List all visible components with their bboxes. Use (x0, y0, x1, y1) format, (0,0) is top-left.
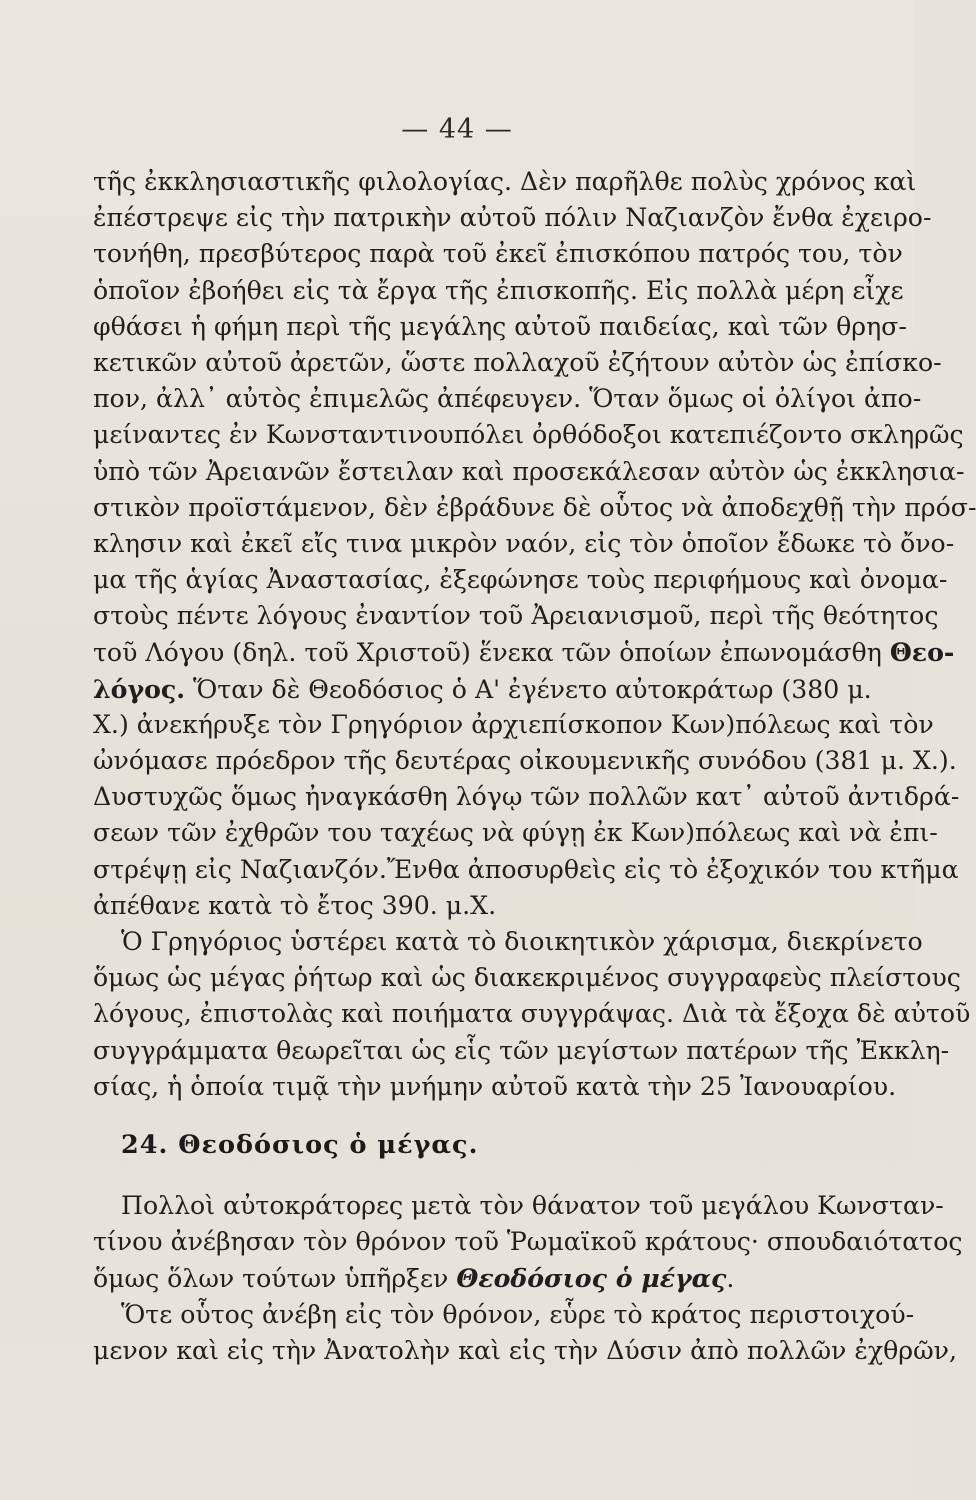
text-line: Ὁ Γρηγόριος ὑστέρει κατὰ τὸ διοικητικὸν χάρισμα, διεκρίνετο (121, 926, 923, 956)
text-line: ἀπέθανε κατὰ τὸ ἔτος 390. μ.Χ. (93, 890, 497, 920)
text-line: συγγράμματα θεωρεῖται ὡς εἷς τῶν μεγίστων πατέρων τῆς Ἐκκλη- (93, 1035, 950, 1065)
text-span: τοῦ Λόγου (δηλ. τοῦ Χριστοῦ) ἕνεκα τῶν ὁποίων ἐπωνομάσθη (93, 638, 882, 668)
text-line: κετικῶν αὐτοῦ ἀρετῶν, ὥστε πολλαχοῦ ἐζήτουν αὐτὸν ὡς ἐπίσκο- (93, 347, 942, 377)
text-line: Ὅτε οὗτος ἀνέβη εἰς τὸν θρόνον, εὗρε τὸ κράτος περιστοιχού- (121, 1299, 915, 1329)
text-line: ὁποῖον ἐβοήθει εἰς τὰ ἔργα τῆς ἐπισκοπῆς. Εἰς πολλὰ μέρη εἶχε (93, 275, 904, 305)
paragraph-theodosius (93, 1188, 963, 1369)
text-line: ὠνόμασε πρόεδρον τῆς δευτέρας οἰκουμενικῆς συνόδου (381 μ. Χ.). (93, 746, 957, 775)
text-line: Χ.) ἀνεκήρυξε τὸν Γρηγόριον ἀρχιεπίσκοπον Κων)πόλεως καὶ τὸν (93, 709, 934, 739)
theologos-title-part: Θεο- (889, 637, 955, 668)
text-line: ὑπὸ τῶν Ἀρειανῶν ἔστειλαν καὶ προσεκάλεσαν αὐτὸν ὡς ἐκκλησια- (93, 456, 965, 486)
text-line: Δυστυχῶς ὅμως ἠναγκάσθη λόγῳ τῶν πολλῶν κατ᾽ αὐτοῦ ἀντιδρά- (93, 782, 960, 812)
text-line: Πολλοὶ αὐτοκράτορες μετὰ τὸν θάνατον τοῦ μεγάλου Κωνσταν- (121, 1191, 944, 1220)
text-line: λόγους, ἐπιστολὰς καὶ ποιήματα συγγράψας. Διὰ τὰ ἔξοχα δὲ αὐτοῦ (93, 999, 971, 1029)
text-line: μα τῆς ἁγίας Ἀναστασίας, ἐξεφώνησε τοὺς περιφήμους καὶ ὀνομα- (93, 565, 948, 595)
paragraph-gregory-legacy (93, 924, 971, 1105)
text-line: σεων τῶν ἐχθρῶν του ταχέως νὰ φύγῃ ἐκ Κων)πόλεως καὶ νὰ ἐπι- (93, 818, 938, 848)
text-line: ἐπέστρεψε εἰς τὴν πατρικὴν αὐτοῦ πόλιν Ναζιανζὸν ἔνθα ἐχειρο- (93, 203, 932, 233)
page-number: — 44 — (401, 114, 513, 145)
text-line (93, 634, 955, 670)
text-line: στρέψῃ εἰς Ναζιανζόν.Ἔνθα ἀποσυρθεὶς εἰς τὸ ἐξοχικόν του κτῆμα (93, 854, 959, 884)
paragraph-gregory-life (93, 164, 976, 924)
theologos-title-part: λόγος. (93, 673, 185, 704)
text-span: Ὅταν δὲ Θεοδόσιος ὁ Α' ἐγένετο αὐτοκράτωρ (380 μ. (185, 674, 872, 704)
text-line: μενον καὶ εἰς τὴν Ἀνατολὴν καὶ εἰς τὴν Δύσιν ἀπὸ πολλῶν ἐχθρῶν, (93, 1335, 957, 1365)
main-text-lower (93, 1188, 963, 1369)
text-line: ὅμως ὡς μέγας ῥήτωρ καὶ ὡς διακεκριμένος συγγραφεὺς πλείστους (93, 963, 961, 993)
section-heading: 24. Θεοδόσιος ὁ μέγας. (121, 1130, 479, 1160)
text-line: στικὸν προϊστάμενον, δὲν ἐβράδυνε δὲ οὗτος νὰ ἀποδεχθῇ τὴν πρόσ- (93, 492, 976, 522)
text-line: φθάσει ἡ φήμη περὶ τῆς μεγάλης αὐτοῦ παιδείας, καὶ τῶν θρησ- (93, 311, 907, 341)
text-line (93, 1260, 861, 1296)
text-span: . (726, 1264, 735, 1294)
main-text-upper (93, 164, 976, 1105)
text-line: κλησιν καὶ ἐκεῖ εἴς τινα μικρὸν ναόν, εἰς τὸν ὁποῖον ἔδωκε τὸ ὄνο- (93, 528, 955, 558)
text-line: τονήθη, πρεσβύτερος παρὰ τοῦ ἐκεῖ ἐπισκόπου πατρός του, τὸν (93, 239, 903, 269)
emphasized-name: Θεοδόσιος ὁ μέγας (456, 1263, 727, 1294)
text-line: μείναντες ἐν Κωνσταντινουπόλει ὀρθόδοξοι κατεπιέζοντο σκληρῶς (93, 420, 964, 450)
text-span: ὅμως ὅλων τούτων ὑπῆρξεν (93, 1264, 457, 1294)
text-line: πον, ἀλλ᾽ αὐτὸς ἐπιμελῶς ἀπέφευγεν. Ὅταν ὅμως οἱ ὀλίγοι ἀπο- (93, 384, 922, 414)
text-line: στοὺς πέντε λόγους ἐναντίον τοῦ Ἀρειανισμοῦ, περὶ τῆς θεότητος (93, 601, 939, 631)
text-line (93, 671, 872, 707)
text-line: σίας, ἡ ὁποία τιμᾷ τὴν μνήμην αὐτοῦ κατὰ τὴν 25 Ἰανουαρίου. (93, 1071, 897, 1101)
text-line: τίνου ἀνέβησαν τὸν θρόνον τοῦ Ῥωμαϊκοῦ κράτους· σπουδαιότατος (93, 1227, 963, 1257)
text-line: τῆς ἐκκλησιαστικῆς φιλολογίας. Δὲν παρῆλθε πολὺς χρόνος καὶ (93, 167, 917, 196)
